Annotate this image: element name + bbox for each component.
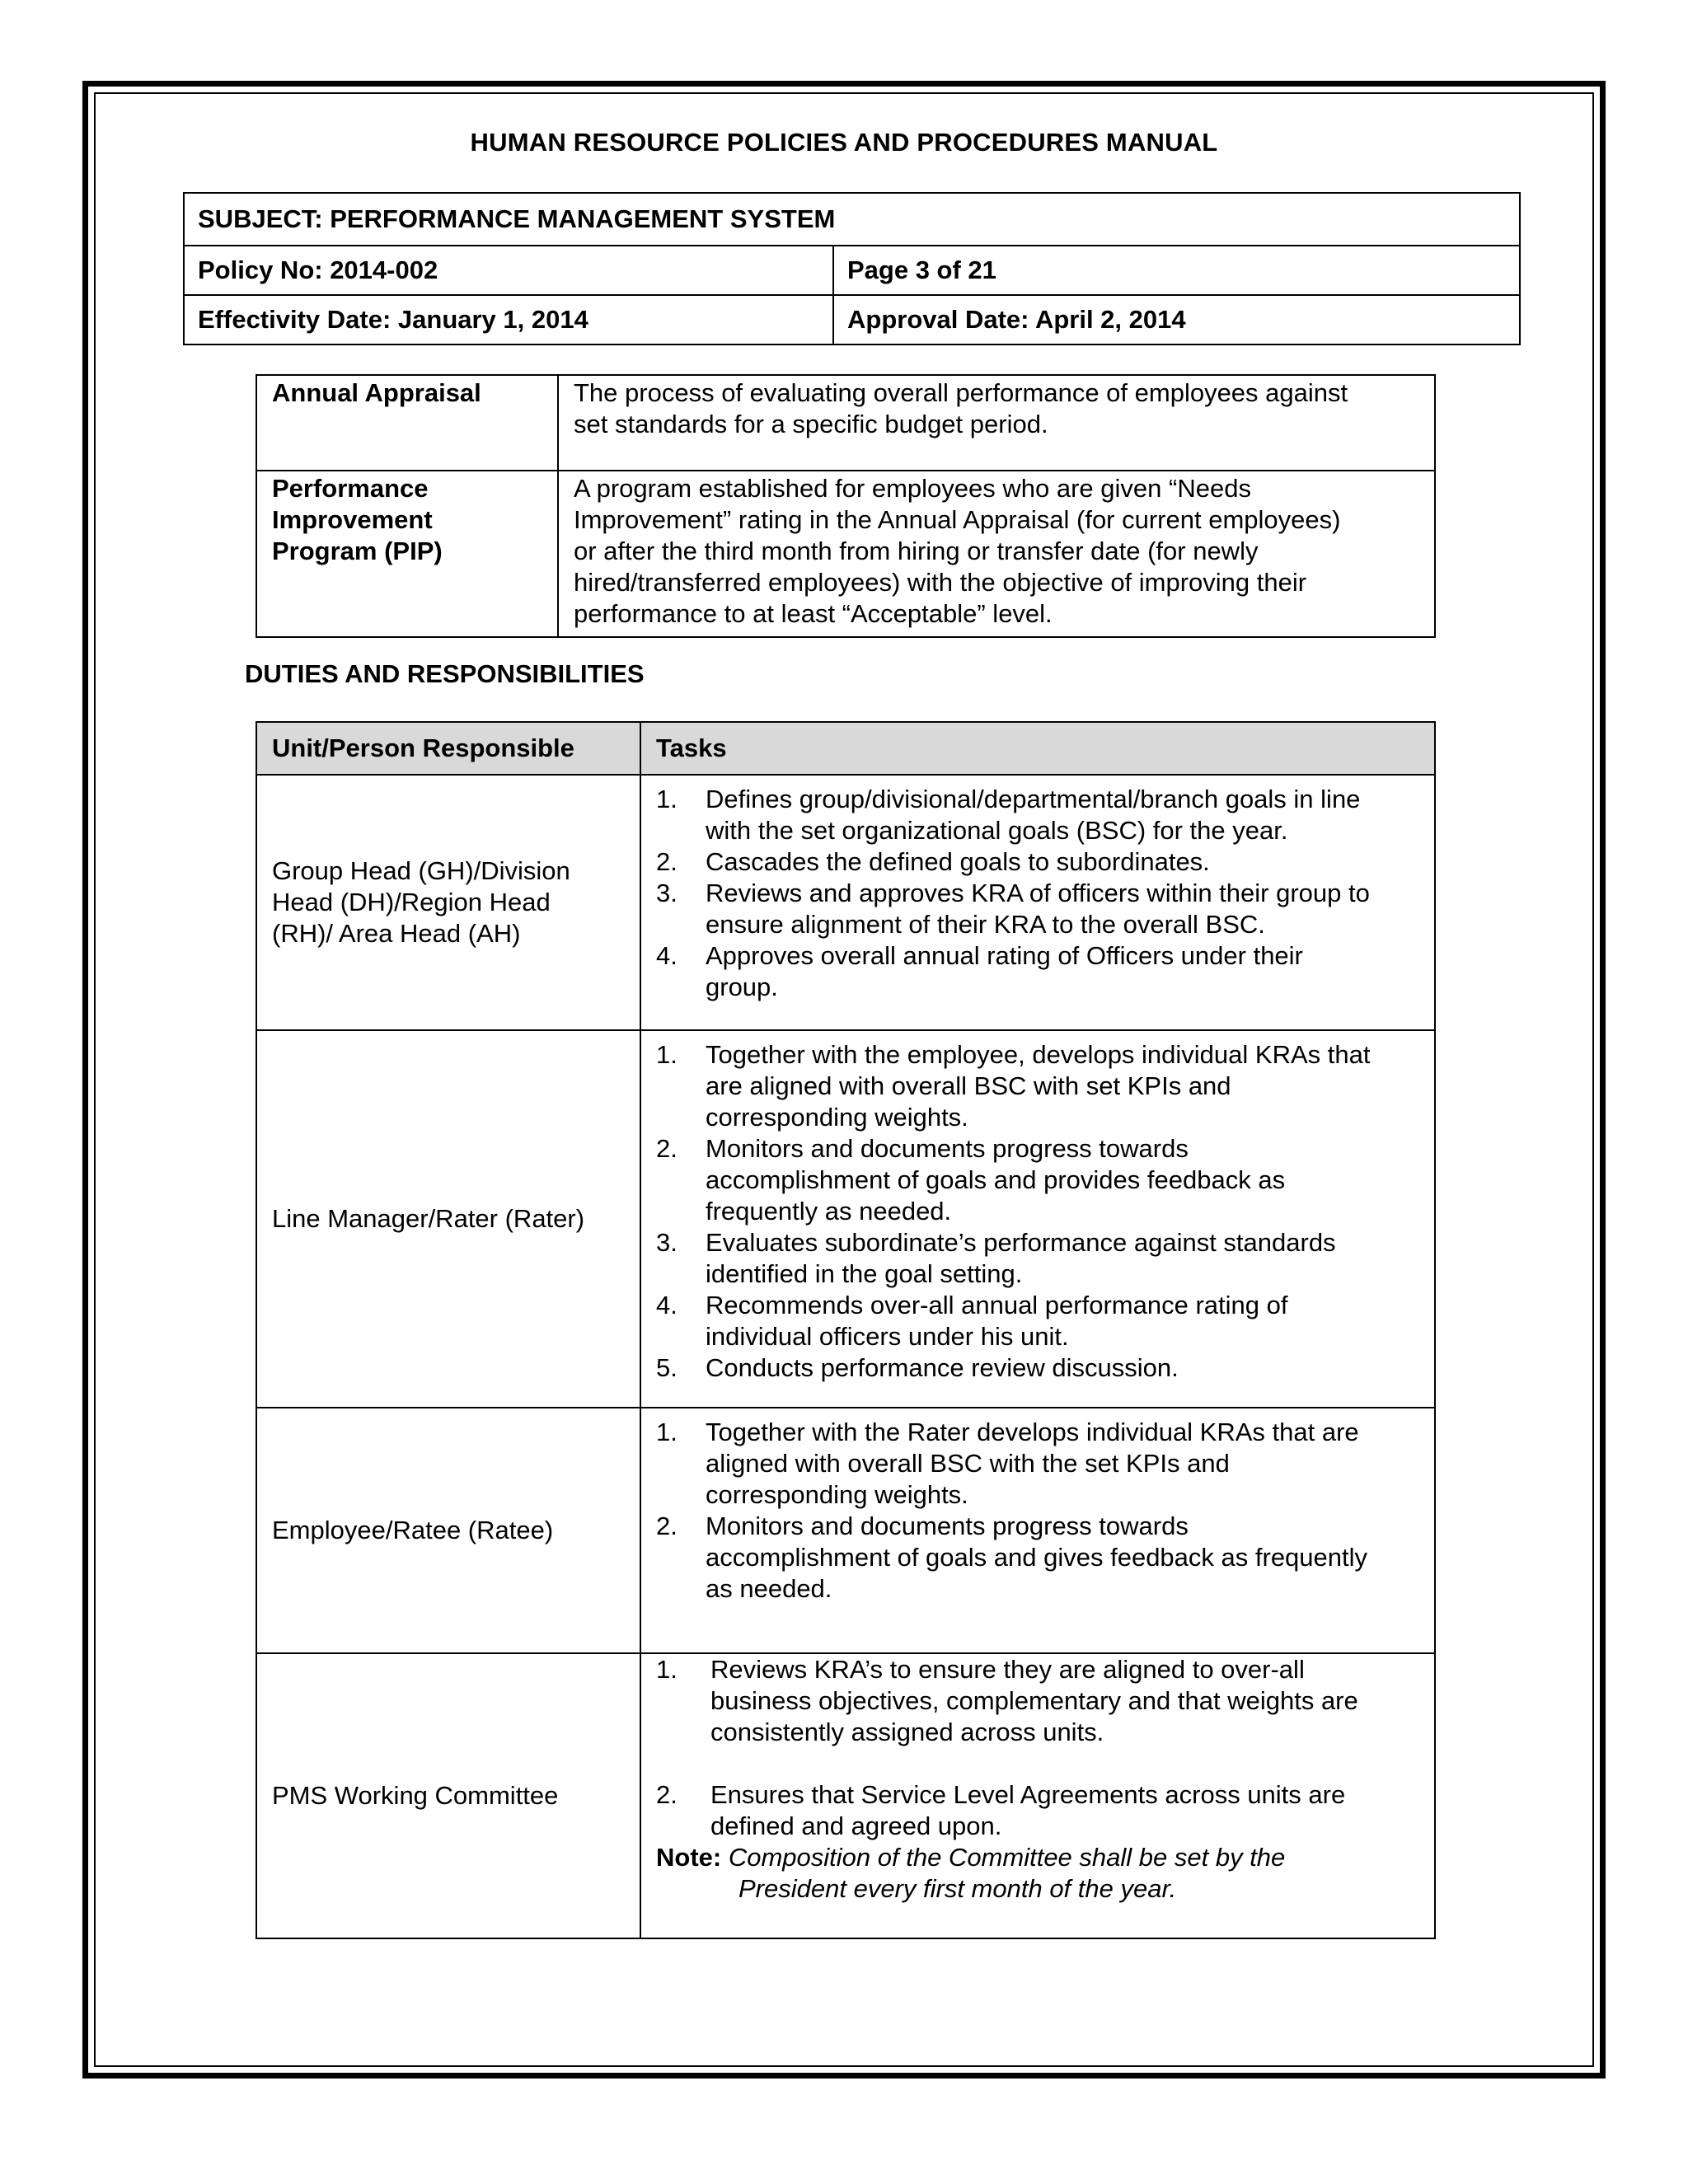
definition-line: The process of evaluating overall performance of employees against xyxy=(574,378,1348,407)
task-number: 4. xyxy=(656,941,678,970)
term-line: Improvement xyxy=(272,505,433,534)
definition-line: performance to at least “Acceptable” level. xyxy=(574,599,1053,628)
unit-cell xyxy=(256,775,640,1030)
task-item xyxy=(656,784,1419,846)
task-line: frequently as needed. xyxy=(706,1197,952,1226)
unit-line: Head (DH)/Region Head xyxy=(272,888,551,916)
task-line: Reviews and approves KRA of officers within their group to xyxy=(706,879,1370,907)
manual-title: HUMAN RESOURCE POLICIES AND PROCEDURES MANUAL xyxy=(470,128,1218,157)
effectivity-date-cell: Effectivity Date: January 1, 2014 xyxy=(184,295,833,344)
note-label: Note: xyxy=(656,1843,722,1872)
task-item xyxy=(656,1511,1419,1605)
task-line: Recommends over-all annual performance rating of xyxy=(706,1291,1288,1319)
note-line: Composition of the Committee shall be set by the xyxy=(728,1843,1286,1872)
unit-line: Employee/Ratee (Ratee) xyxy=(272,1516,554,1544)
task-item xyxy=(656,878,1419,940)
task-item xyxy=(656,846,1419,878)
duties-table xyxy=(256,721,1436,1939)
definition-line: A program established for employees who are given “Needs xyxy=(574,474,1251,503)
duties-section-title: DUTIES AND RESPONSIBILITIES xyxy=(245,659,645,688)
task-line: business objectives, complementary and that weights are xyxy=(710,1686,1358,1715)
spacer xyxy=(656,1748,1419,1779)
unit-cell xyxy=(256,1030,640,1408)
committee-note xyxy=(656,1842,1419,1873)
task-number: 2. xyxy=(656,847,678,876)
task-line: Evaluates subordinate’s performance against standards xyxy=(706,1228,1336,1257)
policy-number-cell: Policy No: 2014-002 xyxy=(184,246,833,295)
task-item xyxy=(656,1352,1419,1384)
tasks-cell xyxy=(640,1408,1435,1653)
unit-column-header: Unit/Person Responsible xyxy=(256,722,640,775)
definition-line: set standards for a specific budget period. xyxy=(574,410,1048,438)
task-line: with the set organizational goals (BSC) for the year. xyxy=(706,816,1288,845)
task-item xyxy=(656,1133,1419,1227)
task-number: 3. xyxy=(656,1228,678,1257)
task-number: 2. xyxy=(656,1134,678,1163)
duties-row xyxy=(256,1653,1435,1938)
definitions-table xyxy=(256,374,1436,638)
unit-line: Group Head (GH)/Division xyxy=(272,856,570,885)
task-line: ensure alignment of their KRA to the overall BSC. xyxy=(706,910,1265,939)
task-line: group. xyxy=(706,972,778,1001)
task-line: Approves overall annual rating of Officers under their xyxy=(706,941,1303,970)
unit-line: (RH)/ Area Head (AH) xyxy=(272,919,521,948)
task-line: Conducts performance review discussion. xyxy=(706,1353,1179,1382)
tasks-column-header: Tasks xyxy=(640,722,1435,775)
task-item xyxy=(656,1039,1419,1133)
task-line: Monitors and documents progress towards xyxy=(706,1134,1189,1163)
task-line: Cascades the defined goals to subordinates. xyxy=(706,847,1210,876)
unit-line: Line Manager/Rater (Rater) xyxy=(272,1204,585,1233)
definition-term: Annual Appraisal xyxy=(256,375,558,471)
task-number: 4. xyxy=(656,1291,678,1319)
task-line: Defines group/divisional/departmental/branch goals in line xyxy=(706,785,1361,813)
definition-text xyxy=(558,375,1435,471)
term-line: Program (PIP) xyxy=(272,537,443,565)
task-line: defined and agreed upon. xyxy=(710,1811,1002,1840)
task-line: Together with the Rater develops individual KRAs that are xyxy=(706,1418,1359,1446)
task-number: 1. xyxy=(656,785,678,813)
duties-row xyxy=(256,1030,1435,1408)
unit-cell xyxy=(256,1408,640,1653)
definition-row xyxy=(256,375,1435,471)
definition-line: Improvement” rating in the Annual Appraisal (for current employees) xyxy=(574,505,1341,534)
page-number-cell: Page 3 of 21 xyxy=(833,246,1520,295)
task-line: accomplishment of goals and provides feedback as xyxy=(706,1165,1286,1194)
task-line: are aligned with overall BSC with set KPIs and xyxy=(706,1071,1231,1100)
task-line: identified in the goal setting. xyxy=(706,1259,1023,1288)
task-line: individual officers under his unit. xyxy=(706,1322,1069,1351)
task-line: accomplishment of goals and gives feedback as frequently xyxy=(706,1543,1368,1572)
task-line: as needed. xyxy=(706,1574,832,1603)
task-item xyxy=(656,1654,1419,1748)
unit-cell xyxy=(256,1653,640,1938)
duties-header-row xyxy=(256,722,1435,775)
task-line: corresponding weights. xyxy=(706,1103,968,1132)
duties-row xyxy=(256,1408,1435,1653)
task-item xyxy=(656,1227,1419,1290)
task-line: Monitors and documents progress towards xyxy=(706,1511,1189,1540)
task-number: 1. xyxy=(656,1040,678,1069)
task-line: Ensures that Service Level Agreements across units are xyxy=(710,1780,1346,1809)
task-number: 3. xyxy=(656,879,678,907)
task-line: corresponding weights. xyxy=(706,1480,968,1509)
approval-date-cell: Approval Date: April 2, 2014 xyxy=(833,295,1520,344)
policy-header-table xyxy=(183,192,1521,345)
tasks-cell xyxy=(640,775,1435,1030)
task-number: 1. xyxy=(656,1418,678,1446)
tasks-cell xyxy=(640,1653,1435,1938)
subject-cell: SUBJECT: PERFORMANCE MANAGEMENT SYSTEM xyxy=(184,193,1520,246)
task-number: 2. xyxy=(656,1511,678,1540)
tasks-cell xyxy=(640,1030,1435,1408)
definition-line: or after the third month from hiring or transfer date (for newly xyxy=(574,537,1259,565)
task-item xyxy=(656,1290,1419,1352)
task-number: 1. xyxy=(656,1655,678,1684)
task-item xyxy=(656,940,1419,1003)
definition-term xyxy=(256,471,558,637)
note-line: President every first month of the year. xyxy=(738,1874,1177,1903)
term-line: Performance xyxy=(272,474,429,503)
definition-text xyxy=(558,471,1435,637)
task-line: Reviews KRA’s to ensure they are aligned to over-all xyxy=(710,1655,1305,1684)
unit-line: PMS Working Committee xyxy=(272,1781,559,1810)
task-line: aligned with overall BSC with the set KPIs and xyxy=(706,1449,1230,1478)
task-line: consistently assigned across units. xyxy=(710,1718,1104,1746)
definition-row xyxy=(256,471,1435,637)
duties-row xyxy=(256,775,1435,1030)
task-line: Together with the employee, develops individual KRAs that xyxy=(706,1040,1371,1069)
task-item xyxy=(656,1779,1419,1842)
task-number: 2. xyxy=(656,1780,678,1809)
task-number: 5. xyxy=(656,1353,678,1382)
definition-line: hired/transferred employees) with the objective of improving their xyxy=(574,568,1307,597)
task-item xyxy=(656,1417,1419,1511)
